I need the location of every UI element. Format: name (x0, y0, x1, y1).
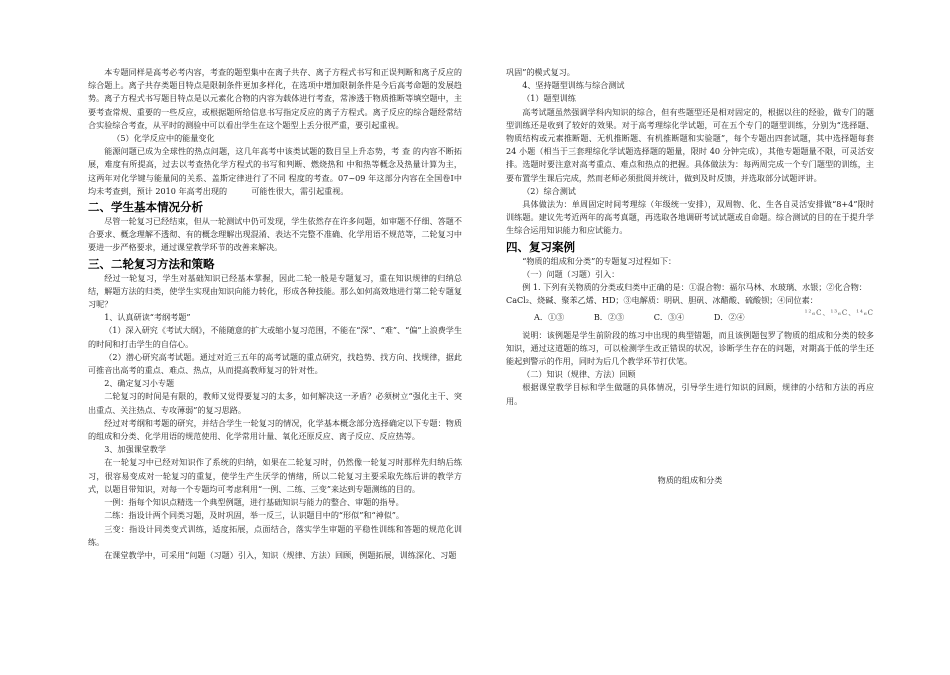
subheading: 4、坚持题型训练与综合测试 (522, 80, 625, 91)
paragraph: 巩固”的模式复习。 (506, 67, 575, 77)
paragraph: 经过一轮复习，学生对基础知识已经基本掌握，因此二轮一般是专题复习，重在知识规律的归纳总结，解题方法的归类，使学生实现由知识向能力转化，形成各种技能。那么如何高效地进行第二轮专题复习呢？ (88, 272, 462, 310)
subheading: （二）知识（规律、方法）回顾 (522, 369, 636, 380)
paragraph: 三变：指设计同类变式训练，适度拓展，点面结合，落实学生审题的平稳性训练和答题的规范化训练。 (88, 523, 462, 547)
paragraph: 能源问题已成为全球性的热点问题，这几年高考中该类试题的数目呈上升态势，考 查 的内容不断拓展，难度有所提高，过去以考查热化学方程式的书写和判断、燃烧热和 中和热等概念及热量计算为主，这两年对化学键与能量间的关系、盖斯定律进行了不同 程度的考查。07~09 年这部分内容在全国卷Ⅰ中均未考查到，预计 2010 年高考出现的 可能性很大，需引起重视。 (88, 146, 462, 196)
section-heading: 四、复习案例 (506, 239, 575, 254)
paragraph: 尽管一轮复习已经结束，但从一轮测试中仍可发现，学生依然存在许多问题，如审题不仔细、答题不合要求、概念理解不透彻、有的概念理解出现混淆、表达不完整不准确、化学用语不规范等，二轮复习中要进一步严格要求，通过课堂教学环节的改善来解决。 (88, 216, 462, 253)
option-c: C．③④ (653, 312, 685, 323)
figure-title: 物质的组成和分类 (657, 474, 723, 485)
paragraph: 本专题同样是高考必考内容，考查的题型集中在离子共存、离子方程式书写和正误判断和离子反应的综合题上。离子共存类题目特点是限制条件更加多样化，在选项中增加限制条件是今后高考命题的发展趋势。离子方程式书写题目特点是以元素化合物的内容为载体进行考查，常渗透于物质推断等填空题中，主要考查常规、重要的一些反应，或根据题所给信息书写指定反应的离子方程式。离子反应的综合题经常结合实验综合考查，从平时的测验中可以看出学生在这个题型上丢分很严重，要引起重视。 (88, 67, 462, 130)
paragraph: 在一轮复习中已经对知识作了系统的归纳，如果在二轮复习时，仍然像一轮复习时那样先归纳后练习，很容易变成对一轮复习的重复，使学生产生厌学的情绪，所以二轮复习主要采取先练后讲的教学方式，以题目带知识，对每一个专题均可考虑利用“一例、二练、三变”来达到专题测练的目的。 (88, 457, 462, 494)
paragraph: 在课堂教学中，可采用“问题（习题）引入，知识（规律、方法）回顾，例题拓展，训练深化、习题 (104, 549, 457, 560)
paragraph: 具体做法为：单周固定时间考理综（年级统一安排），双周物、化、生各自灵活安排做“8+4”限时训练题。建议先考近两年的高考真题，再选取各地调研考试试题或自命题。综合测试的目的在于提升学生综合运用知识能力和应试能力。 (506, 199, 874, 236)
left-column (88, 66, 462, 562)
paragraph: （2）潜心研究高考试题。通过对近三五年的高考试题的重点研究，找趋势、找方向、找规律，据此可推音出高考的重点、难点、热点，从而提高教师复习的针对性。 (88, 351, 462, 376)
section-heading: 二、学生基本情况分析 (88, 200, 203, 215)
paragraph: 经过对考纲和考题的研究，并结合学生一轮复习的情况，化学基本概念部分选择确定以下专题：物质的组成和分类、化学用语的规范使用、化学常用计量、氧化还原反应、离子反应、反应热等。 (88, 417, 462, 442)
paragraph: 一例：指每个知识点精选一个典型例题，进行基础知识与能力的整合、审题的指导。 (104, 497, 404, 508)
isotope-symbols: ¹²₆C、¹³₆C、¹⁴₆C (804, 309, 874, 318)
option-d: D．②④ (713, 312, 745, 323)
option-a: A．①③ (534, 312, 565, 323)
subheading: 2、确定复习小专题 (104, 378, 175, 389)
section-heading: 三、二轮复习方法和策略 (88, 256, 215, 271)
paragraph: 二练：指设计两个同类习题，及时巩固，举一反三，认识题目中的“形似”和“神似”。 (104, 510, 405, 521)
subheading: （1）题型训练 (522, 93, 576, 104)
paragraph: 高考试题虽然强调学科内知识的综合，但有些题型还是相对固定的，根据以往的经验，做专门的题型训练还是收到了较好的效果。对于高考理综化学试题，可在五个专门的题型训练，分别为“选择题、物质结构或元素推断题、无机推断题、有机推断题和实验题”，每个专题出四套试题，其中选择题每套 24 小题（相当于三套理综化学试题选择题的题量，限时 40 分钟完成），其他专题题量不限，可灵活安排。选题时要注意对高考重点、难点和热点的把握。具体做法为：每两周完成一个专门题型的训练，主要布置学生课后完成，然而老师必须批阅并统计，做到及时反馈，并选取部分试题评讲。 (506, 106, 874, 183)
example-text: CaCl₂、烧碱、聚苯乙烯、HD；③电解质：明矾、胆矾、冰醋酸、硫酸钡；④同位素： (506, 295, 818, 306)
subheading: （5）化学反应中的能量变化 (112, 133, 215, 144)
answer-options (506, 311, 805, 324)
paragraph: “物质的组成和分类”的专题复习过程如下： (522, 255, 677, 266)
subheading: （2）综合测试 (522, 185, 576, 196)
paragraph: 根据课堂教学目标和学生做题的具体情况，引导学生进行知识的回顾，规律的小结和方法的再应用。 (506, 382, 874, 406)
option-b: B．②③ (593, 312, 625, 323)
subheading: 1、认真研读“考纲考题” (104, 312, 191, 323)
paragraph: 二轮复习的时间是有限的，教师又觉得要复习的太多，如何解决这一矛盾？必须树立“强化主干、突出重点、关注热点、专攻薄弱”的复习思路。 (88, 391, 462, 415)
right-column (506, 66, 874, 487)
subheading: （一）问题（习题）引入： (522, 268, 620, 279)
paragraph: 说明：该例题是学生前阶段的练习中出现的典型错题，而且该例题包罗了物质的组成和分类的较多知识，通过这道题的练习，可以检测学生改正错误的状况，诊断学生存在的问题，对期高于低的学生还能起到警示的作用，同时为后几个教学环节打伏笔。 (506, 329, 874, 367)
example-question: 例 1. 下列有关物质的分类或归类中正确的是：①混合物：福尔马林、水玻璃、水银；②化合物： (522, 282, 867, 293)
subheading: 3、加强课堂教学 (104, 444, 166, 455)
paragraph: （1）深入研究《考试大纲》，不能随意的扩大或缩小复习范围，不能在“深”、“难”、“偏”上浪费学生的时间和打击学生的自信心。 (88, 325, 462, 349)
